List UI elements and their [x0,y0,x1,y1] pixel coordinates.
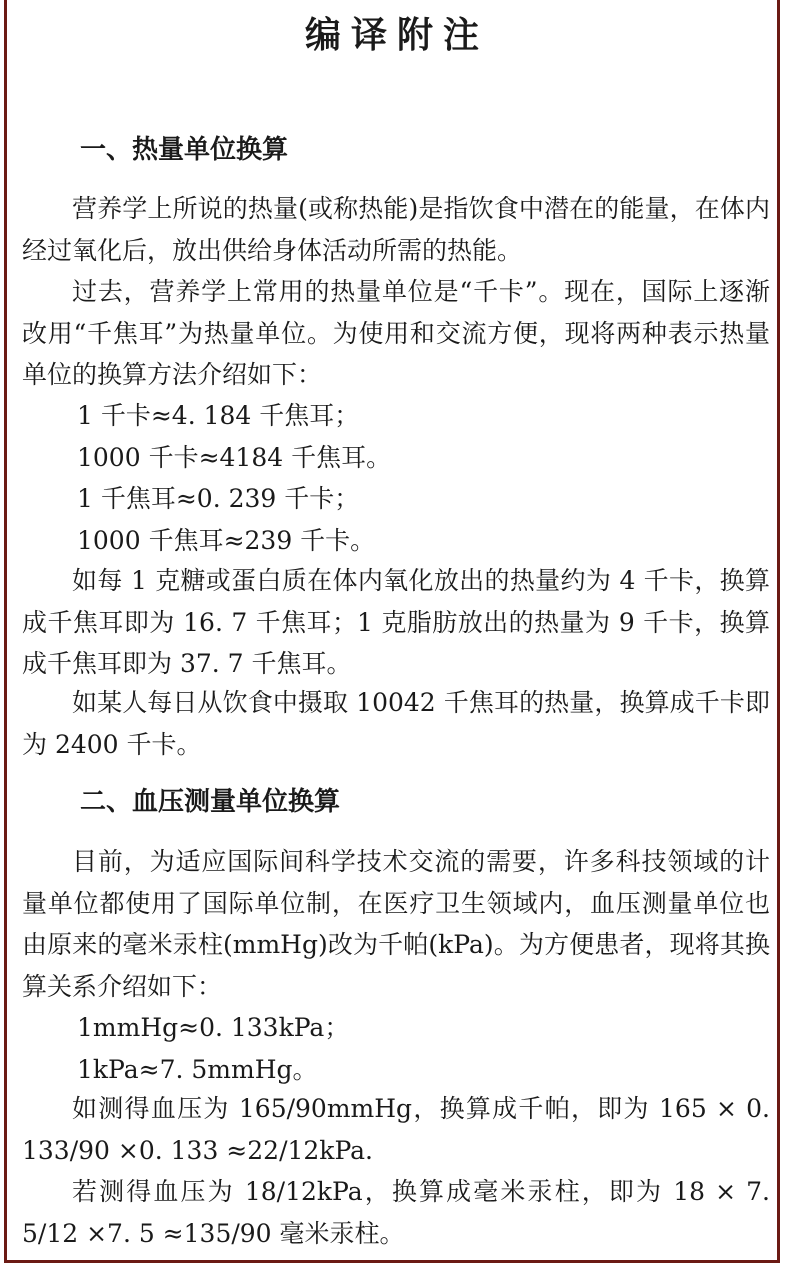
paragraph-daily-intake [22,682,770,765]
paragraph-bp-example-1 [22,1088,770,1171]
section-heading-blood-pressure: 二、血压测量单位换算 [80,787,341,817]
formula-line: 1000 千卡≈4184 千焦耳。 [77,442,392,472]
paragraph-calorie-example [22,560,770,685]
formula-line: 1kPa≈7. 5mmHg。 [77,1054,318,1084]
paragraph-text: 如测得血压为 165/90mmHg，换算成千帕，即为 165 × 0. 133/90 ×0. 133 ≈22/12kPa. [22,1094,770,1165]
section-heading-calorie: 一、热量单位换算 [80,135,289,165]
formula-line: 1000 千焦耳≈239 千卡。 [77,525,376,555]
paragraph-text: 过去，营养学上常用的热量单位是“千卡”。现在，国际上逐渐改用“千焦耳”为热量单位。为使用和交流方便，现将两种表示热量单位的换算方法介绍如下： [22,277,770,389]
paragraph-calorie-units [22,271,770,396]
bp-formula-list [77,1007,349,1090]
calorie-formula-list [77,395,391,561]
paragraph-bp-units [22,841,770,1007]
paragraph-text: 如某人每日从饮食中摄取 10042 千焦耳的热量，换算成千卡即为 2400 千卡。 [22,688,770,759]
formula-line: 1mmHg≈0. 133kPa； [77,1013,350,1042]
paragraph-text: 营养学上所说的热量(或称热能)是指饮食中潜在的能量，在体内经过氧化后，放出供给身体活动所需的热能。 [22,194,770,265]
page-title: 编译附注 [304,15,489,56]
formula-line: 1 千卡≈4. 184 千焦耳； [77,401,360,430]
paragraph-bp-example-2 [22,1171,770,1254]
formula-line: 1 千焦耳≈0. 239 千卡； [77,484,360,513]
paragraph-text: 若测得血压为 18/12kPa，换算成毫米汞柱，即为 18 × 7. 5/12 ×7. 5 ≈135/90 毫米汞柱。 [22,1177,770,1248]
paragraph-text: 如每 1 克糖或蛋白质在体内氧化放出的热量约为 4 千卡，换算成千焦耳即为 16. 7 千焦耳；1 克脂肪放出的热量为 9 千卡，换算成千焦耳即为 37. 7 千焦耳。 [22,566,770,678]
paragraph-calorie-definition [22,188,770,271]
paragraph-text: 目前，为适应国际间科学技术交流的需要，许多科技领域的计量单位都使用了国际单位制，在医疗卫生领域内，血压测量单位也由原来的毫米汞柱(mmHg)改为千帕(kPa)。为方便患者，现将其换算关系介绍如下： [22,847,770,1001]
